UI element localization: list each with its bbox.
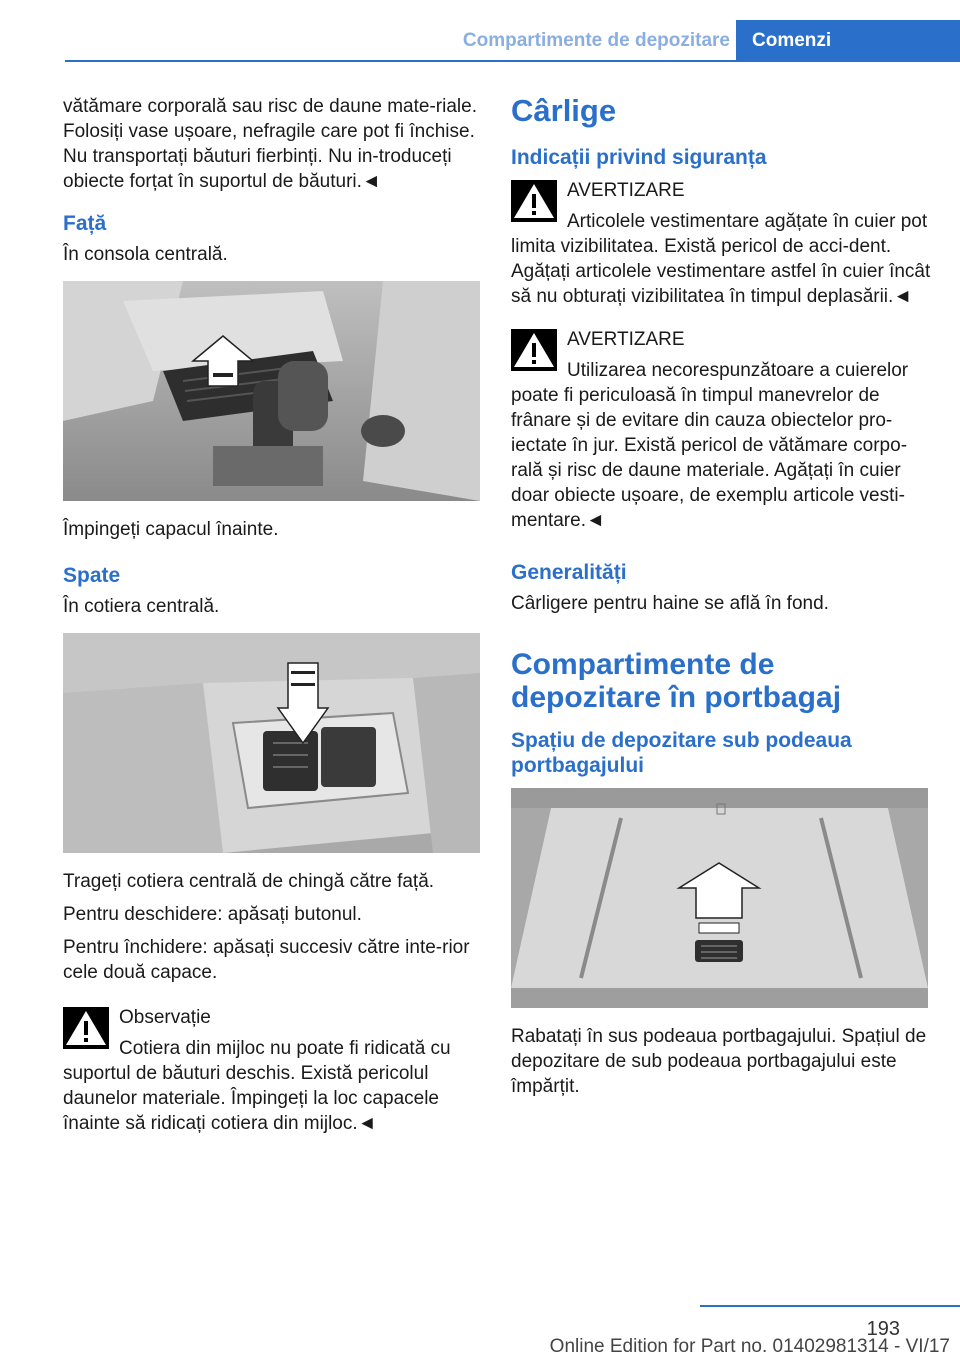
rear-caption-open: Pentru deschidere: apăsați butonul. bbox=[63, 904, 362, 925]
warning-1-text: Articolele vestimentare agățate în cuier pot limita vizibilitatea. Există pericol de acci-dent. Agățați articolele vestimentare astfel în cuier încât să nu obturați vizibilitatea în timpul deplasării.◄ bbox=[511, 211, 931, 307]
hooks-heading: Cârlige bbox=[511, 93, 617, 128]
front-text: În consola centrală. bbox=[63, 244, 228, 265]
trunk-heading: Compartimente de depozitare în portbagaj bbox=[511, 648, 842, 714]
intro-paragraph: vătămare corporală sau risc de daune mate-riale. Folosiți vase ușoare, nefragile care pot fi închise. Nu transportați băuturi fierbinți. Nu in-troduceți obiecte forțat în suportul de băuturi.◄ bbox=[63, 96, 477, 192]
note-title: Observație bbox=[119, 1007, 211, 1028]
warning-2-text: Utilizarea necorespunzătoare a cuierelor poate fi periculoasă în timpul manevrelor de frânare și de evitare din cauza obiectelor pro-iectate în jur. Există pericol de vătămare corpo-rală și risc de daune materiale. Agățați în cuier doar obiecte ușoare, de exemplu articole vesti-mentare.◄ bbox=[511, 360, 909, 531]
safety-heading: Indicații privind siguranța bbox=[511, 146, 767, 169]
left-column bbox=[63, 94, 483, 1148]
front-heading: Față bbox=[63, 212, 107, 235]
general-text: Cârligere pentru haine se află în fond. bbox=[511, 593, 829, 614]
warning-1-title: AVERTIZARE bbox=[567, 180, 685, 201]
note-text: Cotiera din mijloc nu poate fi ridicată cu suportul de băuturi deschis. Există pericolul daunelor materiale. Împingeți la loc capacele înainte să ridicați cotiera din mijloc.◄ bbox=[63, 1038, 451, 1134]
rear-text: În cotiera centrală. bbox=[63, 596, 220, 617]
footer-divider bbox=[700, 1305, 960, 1307]
header-divider bbox=[65, 60, 960, 62]
rear-heading: Spate bbox=[63, 564, 121, 587]
rear-caption-close: Pentru închidere: apăsați succesiv către inte-rior cele două capace. bbox=[63, 937, 470, 983]
right-column bbox=[511, 94, 931, 1111]
header-section-title: Compartimente de depozitare bbox=[462, 30, 730, 51]
floor-heading: Spațiu de depozitare sub podeaua portbagajului bbox=[511, 729, 852, 777]
front-console-figure bbox=[63, 281, 480, 501]
warning-triangle-icon bbox=[63, 1007, 109, 1049]
page-number: 193 bbox=[866, 1318, 900, 1340]
rear-armrest-figure bbox=[63, 633, 480, 853]
warning-box-1 bbox=[511, 178, 931, 309]
warning-box-2 bbox=[511, 327, 931, 533]
floor-caption: Rabatați în sus podeaua portbagajului. Spațiul de depozitare de sub podeaua portbagajului este împărțit. bbox=[511, 1026, 927, 1097]
warning-2-title: AVERTIZARE bbox=[567, 329, 685, 350]
footer-edition: Online Edition for Part no. 01402981314 - VI/17 bbox=[549, 1336, 950, 1357]
header-chapter-tab[interactable]: Comenzi bbox=[736, 20, 960, 62]
warning-triangle-icon bbox=[511, 180, 557, 222]
warning-triangle-icon bbox=[511, 329, 557, 371]
front-caption: Împingeți capacul înainte. bbox=[63, 519, 279, 540]
rear-caption-pull: Trageți cotiera centrală de chingă către față. bbox=[63, 871, 435, 892]
general-heading: Generalități bbox=[511, 561, 627, 584]
trunk-floor-figure bbox=[511, 788, 928, 1008]
note-box bbox=[63, 1005, 483, 1136]
